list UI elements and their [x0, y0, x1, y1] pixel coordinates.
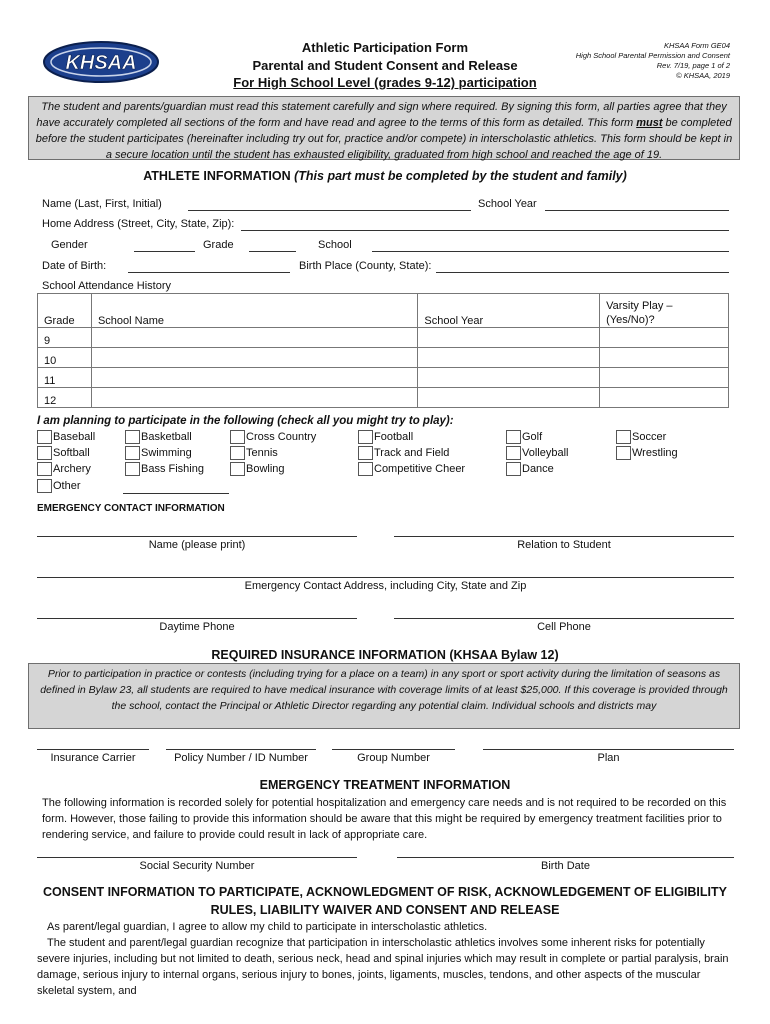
col-grade-header: Grade — [38, 294, 92, 328]
form-copyright: © KHSAA, 2019 — [676, 71, 730, 80]
school-label: School — [318, 239, 352, 251]
daytime-phone-label: Daytime Phone — [159, 621, 235, 633]
dob-field[interactable] — [128, 272, 290, 273]
sport-label: Swimming — [141, 447, 192, 459]
policy-field[interactable] — [166, 749, 316, 750]
sport-label: Soccer — [632, 431, 667, 443]
varsity-cell[interactable] — [600, 388, 729, 408]
carrier-label: Insurance Carrier — [50, 752, 136, 764]
grade-cell: 10 — [38, 348, 92, 368]
school-year-cell[interactable] — [418, 388, 600, 408]
varsity-cell[interactable] — [600, 328, 729, 348]
intro-text-end: be completed before the student participates (hereinafter including try out for, practice and/or compete) in interscholastic athletics. This form should be kept in a secure location until the student has exhausted eligibility, graduated from high school and reached the age of 19. — [35, 117, 733, 161]
varsity-header-line1: Varsity Play – — [606, 300, 673, 312]
school-field[interactable] — [372, 251, 729, 252]
insurance-title: REQUIRED INSURANCE INFORMATION (KHSAA Bylaw 12) — [211, 648, 559, 662]
birthplace-label: Birth Place (County, State): — [299, 260, 432, 272]
sport-label: Baseball — [53, 431, 96, 443]
logo-text: KHSAA — [65, 52, 137, 74]
form-subtitle: High School Parental Permission and Consent — [575, 51, 730, 60]
athlete-title: ATHLETE INFORMATION — [143, 169, 291, 183]
sport-label: Dance — [522, 463, 554, 475]
name-label: Name (Last, First, Initial) — [42, 198, 162, 210]
athlete-section-title — [0, 169, 770, 183]
emergency-contact-title: EMERGENCY CONTACT INFORMATION — [37, 503, 225, 514]
school-year-cell[interactable] — [418, 348, 600, 368]
form-revision: Rev. 7/19, page 1 of 2 — [656, 61, 730, 70]
soccer-checkbox[interactable] — [616, 430, 631, 444]
other-checkbox[interactable] — [37, 479, 52, 493]
consent-para-1: As parent/legal guardian, I agree to allow my child to participate in interscholastic athletics. — [47, 921, 488, 933]
table-row — [38, 368, 729, 388]
relation-label: Relation to Student — [517, 539, 611, 551]
intro-must: must — [636, 117, 663, 129]
sport-label: Archery — [53, 463, 91, 475]
treatment-text: The following information is recorded solely for potential hospitalization and emergency care needs and is not required to be recorded on this form. However, those failing to provide this information should be aware that this might be required by emergency treatment facilities prior to rendering service, and failure to provide could result in lack of appropriate care. — [42, 797, 727, 841]
sport-label: Other — [53, 480, 81, 492]
grade-cell: 9 — [38, 328, 92, 348]
competitive-cheer-checkbox[interactable] — [358, 462, 373, 476]
other-sport-field[interactable] — [123, 493, 229, 494]
archery-checkbox[interactable] — [37, 462, 52, 476]
intro-text-start: The student and parents/guardian must read this statement carefully and sign where required. By signing this form, all parties agree that they have accurately completed all sections of the form and have read and agree to the terms of this form as detailed. This form — [36, 101, 727, 129]
col-varsity-header — [600, 294, 729, 328]
volleyball-checkbox[interactable] — [506, 446, 521, 460]
form-title-3: For High School Level (grades 9-12) participation — [233, 75, 537, 90]
cross-country-checkbox[interactable] — [230, 430, 245, 444]
grade-cell: 12 — [38, 388, 92, 408]
table-row — [38, 348, 729, 368]
sport-label: Football — [374, 431, 414, 443]
sport-label: Basketball — [141, 431, 192, 443]
carrier-field[interactable] — [37, 749, 149, 750]
grade-cell: 11 — [38, 368, 92, 388]
softball-checkbox[interactable] — [37, 446, 52, 460]
form-meta — [530, 41, 730, 81]
intro-box — [28, 96, 740, 160]
grade-field[interactable] — [249, 251, 296, 252]
dance-checkbox[interactable] — [506, 462, 521, 476]
sport-label: Competitive Cheer — [374, 463, 466, 475]
sport-label: Cross Country — [246, 431, 317, 443]
ssn-field[interactable] — [37, 857, 357, 858]
varsity-cell[interactable] — [600, 368, 729, 388]
sport-label: Softball — [53, 447, 90, 459]
daytime-phone-field[interactable] — [37, 618, 357, 619]
consent-para-2: The student and parent/legal guardian recognize that participation in interscholastic athletics involves some inherent risks for potentially severe injuries, including but not limited to death, serious neck, head and spinal injuries which may result in complete or partial paralysis, brain damage, serious injury to internal organs, serious injury to bones, joints, ligaments, muscles, tendons, and other aspects of the muscular skeletal system, and — [37, 937, 729, 997]
policy-label: Policy Number / ID Number — [174, 752, 308, 764]
school-name-cell[interactable] — [91, 328, 417, 348]
cell-phone-label: Cell Phone — [537, 621, 591, 633]
group-field[interactable] — [332, 749, 455, 750]
sport-label: Track and Field — [374, 447, 450, 459]
basketball-checkbox[interactable] — [125, 430, 140, 444]
football-checkbox[interactable] — [358, 430, 373, 444]
consent-title-1: CONSENT INFORMATION TO PARTICIPATE, ACKNOWLEDGMENT OF RISK, ACKNOWLEDGEMENT OF ELIGIBILITY — [42, 885, 727, 899]
relation-field[interactable] — [394, 536, 734, 537]
school-year-cell[interactable] — [418, 368, 600, 388]
grade-label: Grade — [203, 239, 234, 251]
contact-name-label: Name (please print) — [148, 539, 246, 551]
treatment-title: EMERGENCY TREATMENT INFORMATION — [259, 778, 511, 792]
cell-phone-field[interactable] — [394, 618, 734, 619]
plan-label: Plan — [597, 752, 620, 764]
history-label: School Attendance History — [42, 280, 172, 292]
ssn-label: Social Security Number — [139, 860, 255, 872]
sport-label: Tennis — [246, 447, 278, 459]
consent-title-2: RULES, LIABILITY WAIVER AND CONSENT AND RELEASE — [210, 903, 560, 917]
tennis-checkbox[interactable] — [230, 446, 245, 460]
school-year-cell[interactable] — [418, 328, 600, 348]
col-school-year-header: School Year — [418, 294, 600, 328]
school-year-field[interactable] — [545, 210, 729, 211]
plan-field[interactable] — [483, 749, 734, 750]
varsity-header-line2: (Yes/No)? — [606, 314, 655, 326]
sports-title: I am planning to participate in the following (check all you might try to play): — [37, 415, 454, 427]
table-row — [38, 388, 729, 408]
track-and-field-checkbox[interactable] — [358, 446, 373, 460]
baseball-checkbox[interactable] — [37, 430, 52, 444]
birth-date-label: Birth Date — [541, 860, 590, 872]
khsaa-logo — [42, 40, 160, 84]
contact-address-label: Emergency Contact Address, including City, State and Zip — [244, 580, 527, 592]
contact-name-field[interactable] — [37, 536, 357, 537]
group-label: Group Number — [357, 752, 430, 764]
birth-date-field[interactable] — [397, 857, 734, 858]
varsity-cell[interactable] — [600, 348, 729, 368]
insurance-box — [28, 663, 740, 729]
table-row — [38, 328, 729, 348]
col-school-name-header: School Name — [91, 294, 417, 328]
contact-address-field[interactable] — [37, 577, 734, 578]
form-code: KHSAA Form GE04 — [664, 41, 730, 50]
sport-label: Golf — [522, 431, 543, 443]
form-title-1: Athletic Participation Form — [301, 40, 469, 55]
gender-label: Gender — [51, 239, 88, 251]
wrestling-checkbox[interactable] — [616, 446, 631, 460]
golf-checkbox[interactable] — [506, 430, 521, 444]
insurance-text: Prior to participation in practice or contests (including trying for a place on a team) in any sport or sport activity during the limitation of seasons as defined in Bylaw 23, all students are required to have medical insurance with coverage limits of at least $25,000. If this coverage is provided through the school, contact the Principal or Athletic Director regarding any potential claim. Individual schools and districts may — [40, 668, 728, 712]
address-label: Home Address (Street, City, State, Zip): — [42, 218, 235, 230]
dob-label: Date of Birth: — [42, 260, 107, 272]
bowling-checkbox[interactable] — [230, 462, 245, 476]
school-name-cell[interactable] — [91, 388, 417, 408]
school-name-cell[interactable] — [91, 368, 417, 388]
gender-field[interactable] — [134, 251, 195, 252]
bass-fishing-checkbox[interactable] — [125, 462, 140, 476]
address-field[interactable] — [241, 230, 729, 231]
sport-label: Volleyball — [522, 447, 569, 459]
athlete-title-note: (This part must be completed by the student and family) — [294, 169, 627, 183]
swimming-checkbox[interactable] — [125, 446, 140, 460]
school-year-label: School Year — [478, 198, 537, 210]
sport-label: Wrestling — [632, 447, 678, 459]
sport-label: Bowling — [246, 463, 285, 475]
school-name-cell[interactable] — [91, 348, 417, 368]
table-header-row — [38, 294, 729, 328]
name-field[interactable] — [188, 210, 471, 211]
sport-label: Bass Fishing — [141, 463, 204, 475]
birthplace-field[interactable] — [436, 272, 729, 273]
form-title-2: Parental and Student Consent and Release — [252, 58, 518, 73]
attendance-history-table — [37, 293, 729, 408]
